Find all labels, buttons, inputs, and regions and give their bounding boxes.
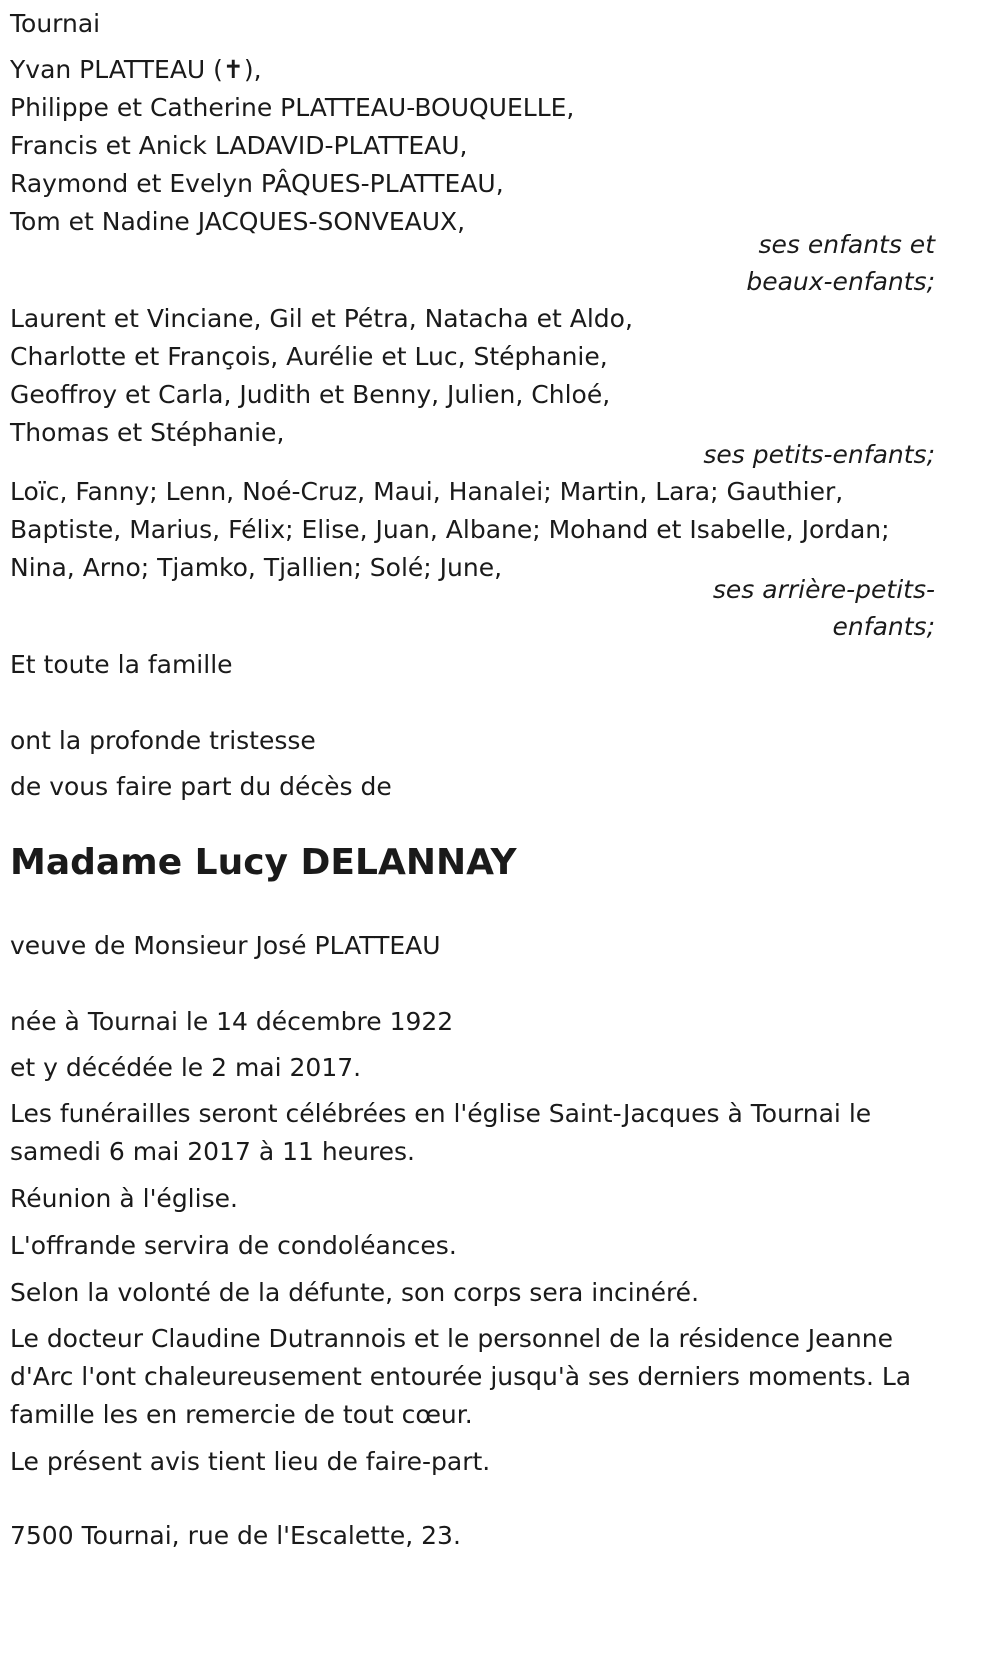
intro-line: ont la profonde tristesse bbox=[10, 726, 316, 755]
great-grandchildren-role: ses arrière-petits- bbox=[712, 575, 935, 604]
intro-line: de vous faire part du décès de bbox=[10, 772, 392, 801]
thanks-line: famille les en remercie de tout cœur. bbox=[10, 1400, 473, 1429]
children-line: Yvan PLATTEAU (✝), bbox=[10, 55, 262, 84]
grandchildren-line: Charlotte et François, Aurélie et Luc, Stéphanie, bbox=[10, 342, 608, 371]
grandchildren-line: Thomas et Stéphanie, bbox=[10, 418, 285, 447]
address-line: 7500 Tournai, rue de l'Escalette, 23. bbox=[10, 1521, 461, 1550]
children-line: Philippe et Catherine PLATTEAU-BOUQUELLE, bbox=[10, 93, 575, 122]
notice-line: Le présent avis tient lieu de faire-part. bbox=[10, 1447, 491, 1476]
funeral-line: samedi 6 mai 2017 à 11 heures. bbox=[10, 1137, 416, 1166]
children-line: Francis et Anick LADAVID-PLATTEAU, bbox=[10, 131, 468, 160]
thanks-line: d'Arc l'ont chaleureusement entourée jusqu'à ses derniers moments. La bbox=[10, 1362, 912, 1391]
great-grandchildren-line: Baptiste, Marius, Félix; Elise, Juan, Albane; Mohand et Isabelle, Jordan; bbox=[10, 515, 890, 544]
children-role: ses enfants et bbox=[758, 230, 935, 259]
great-grandchildren-line: Nina, Arno; Tjamko, Tjallien; Solé; June, bbox=[10, 553, 503, 582]
cremation-line: Selon la volonté de la défunte, son corps sera incinéré. bbox=[10, 1278, 700, 1307]
grandchildren-role: ses petits-enfants; bbox=[703, 440, 935, 469]
children-line: Raymond et Evelyn PÂQUES-PLATTEAU, bbox=[10, 169, 504, 198]
thanks-line: Le docteur Claudine Dutrannois et le personnel de la résidence Jeanne bbox=[10, 1324, 893, 1353]
birth-line: née à Tournai le 14 décembre 1922 bbox=[10, 1007, 454, 1036]
deceased-name: Madame Lucy DELANNAY bbox=[10, 842, 517, 883]
funeral-line: Les funérailles seront célébrées en l'église Saint-Jacques à Tournai le bbox=[10, 1099, 872, 1128]
meeting-line: Réunion à l'église. bbox=[10, 1184, 238, 1213]
children-line: Tom et Nadine JACQUES-SONVEAUX, bbox=[10, 207, 466, 236]
grandchildren-line: Geoffroy et Carla, Judith et Benny, Julien, Chloé, bbox=[10, 380, 611, 409]
spouse-line: veuve de Monsieur José PLATTEAU bbox=[10, 931, 441, 960]
great-grandchildren-role: enfants; bbox=[832, 612, 935, 641]
children-role: beaux-enfants; bbox=[746, 267, 935, 296]
grandchildren-line: Laurent et Vinciane, Gil et Pétra, Natacha et Aldo, bbox=[10, 304, 633, 333]
offering-line: L'offrande servira de condoléances. bbox=[10, 1231, 457, 1260]
city-heading: Tournai bbox=[10, 9, 101, 38]
family-line: Et toute la famille bbox=[10, 650, 233, 679]
great-grandchildren-line: Loïc, Fanny; Lenn, Noé-Cruz, Maui, Hanalei; Martin, Lara; Gauthier, bbox=[10, 477, 844, 506]
death-line: et y décédée le 2 mai 2017. bbox=[10, 1053, 362, 1082]
